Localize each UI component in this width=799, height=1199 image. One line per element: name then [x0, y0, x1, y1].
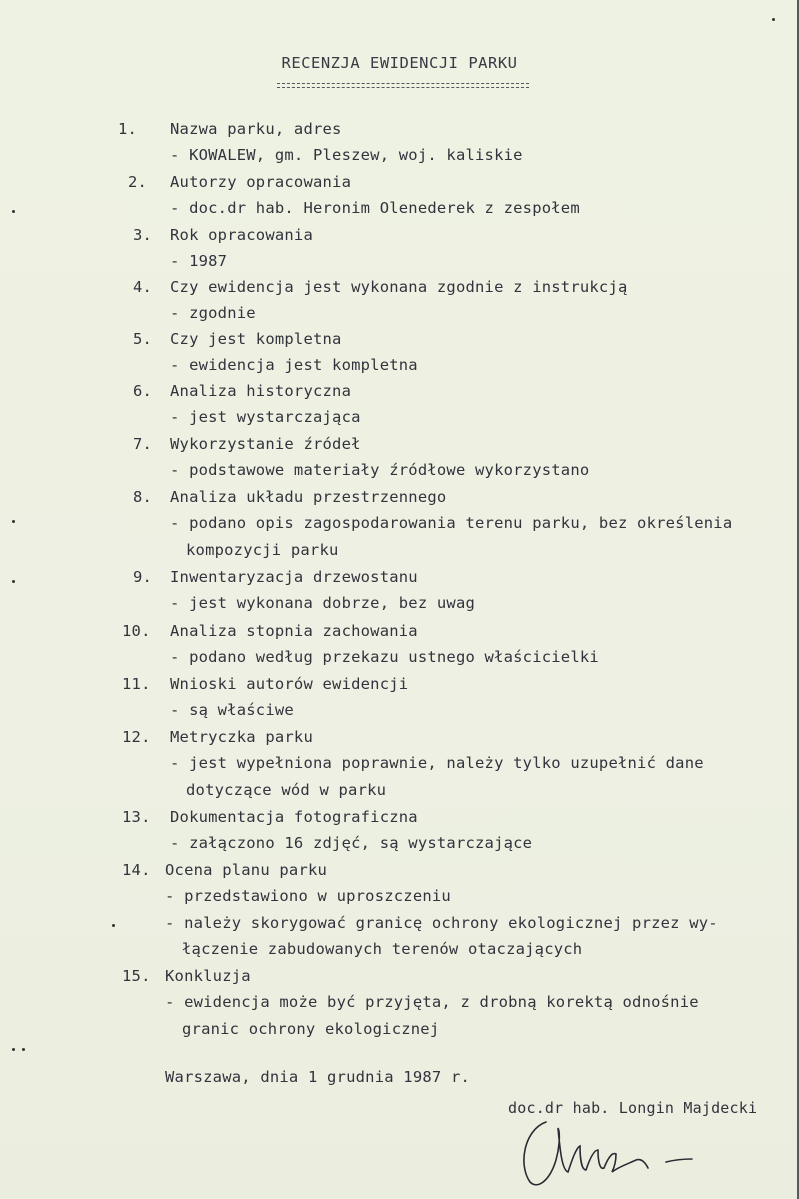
item-number: 8.	[133, 488, 153, 506]
item-heading: Czy ewidencja jest wykonana zgodnie z instrukcją	[170, 278, 628, 296]
item-answer: - są właściwe	[170, 701, 294, 719]
item-answer: kompozycji parku	[186, 541, 339, 559]
handwritten-signature	[516, 1110, 726, 1190]
item-number: 13.	[122, 808, 151, 826]
item-answer: - 1987	[170, 252, 228, 270]
item-number: 7.	[133, 435, 153, 453]
signatory-name: doc.dr hab. Longin Majdecki	[508, 1099, 758, 1117]
scan-speck	[12, 210, 15, 213]
document-title: RECENZJA EWIDENCJI PARKU	[281, 54, 518, 72]
scan-speck	[12, 520, 15, 523]
item-heading: Konkluzja	[165, 967, 251, 985]
item-answer: granic ochrony ekologicznej	[182, 1020, 440, 1038]
item-answer: łączenie zabudowanych terenów otaczających	[182, 940, 583, 958]
item-answer: - jest wystarczająca	[170, 408, 361, 426]
item-answer: - ewidencja jest kompletna	[170, 356, 418, 374]
item-number: 5.	[133, 330, 153, 348]
item-answer: - zgodnie	[170, 304, 256, 322]
item-number: 15.	[122, 967, 151, 985]
item-answer: - jest wykonana dobrze, bez uwag	[170, 594, 476, 612]
item-number: 1.	[118, 120, 138, 138]
item-number: 3.	[133, 226, 153, 244]
scan-speck	[12, 1048, 15, 1051]
item-number: 10.	[122, 622, 151, 640]
item-heading: Wykorzystanie źródeł	[170, 435, 361, 453]
scan-speck	[772, 18, 775, 21]
title-underline-second	[277, 87, 529, 88]
item-number: 11.	[122, 675, 151, 693]
scan-speck	[112, 924, 115, 927]
item-answer: dotyczące wód w parku	[186, 781, 387, 799]
item-answer: - załączono 16 zdjęć, są wystarczające	[170, 834, 533, 852]
item-answer: - KOWALEW, gm. Pleszew, woj. kaliskie	[170, 146, 523, 164]
item-answer: - doc.dr hab. Heronim Olenederek z zespołem	[170, 199, 580, 217]
item-heading: Rok opracowania	[170, 226, 313, 244]
scan-speck	[22, 1048, 25, 1051]
item-heading: Metryczka parku	[170, 728, 313, 746]
item-answer: - ewidencja może być przyjęta, z drobną korektą odnośnie	[165, 993, 699, 1011]
item-answer: - podstawowe materiały źródłowe wykorzystano	[170, 461, 590, 479]
item-answer: - należy skorygować granicę ochrony ekologicznej przez wy-	[165, 914, 718, 932]
item-heading: Dokumentacja fotograficzna	[170, 808, 418, 826]
item-heading: Wnioski autorów ewidencji	[170, 675, 409, 693]
item-answer: - przedstawiono w uproszczeniu	[165, 887, 451, 905]
item-answer: - jest wypełniona poprawnie, należy tylko uzupełnić dane	[170, 754, 704, 772]
item-heading: Inwentaryzacja drzewostanu	[170, 568, 418, 586]
item-number: 9.	[133, 568, 153, 586]
scan-speck	[12, 580, 15, 583]
title-underline	[277, 83, 529, 84]
item-heading: Ocena planu parku	[165, 861, 328, 879]
item-answer: - podano według przekazu ustnego właścicielki	[170, 648, 599, 666]
place-and-date: Warszawa, dnia 1 grudnia 1987 r.	[165, 1068, 471, 1086]
item-number: 12.	[122, 728, 151, 746]
item-number: 14.	[122, 861, 151, 879]
item-number: 6.	[133, 382, 153, 400]
item-heading: Nazwa parku, adres	[170, 120, 342, 138]
item-heading: Analiza stopnia zachowania	[170, 622, 418, 640]
item-number: 2.	[128, 173, 148, 191]
item-heading: Czy jest kompletna	[170, 330, 342, 348]
item-number: 4.	[133, 278, 153, 296]
item-answer: - podano opis zagospodarowania terenu parku, bez określenia	[170, 514, 733, 532]
item-heading: Analiza układu przestrzennego	[170, 488, 447, 506]
item-heading: Analiza historyczna	[170, 382, 352, 400]
item-heading: Autorzy opracowania	[170, 173, 352, 191]
